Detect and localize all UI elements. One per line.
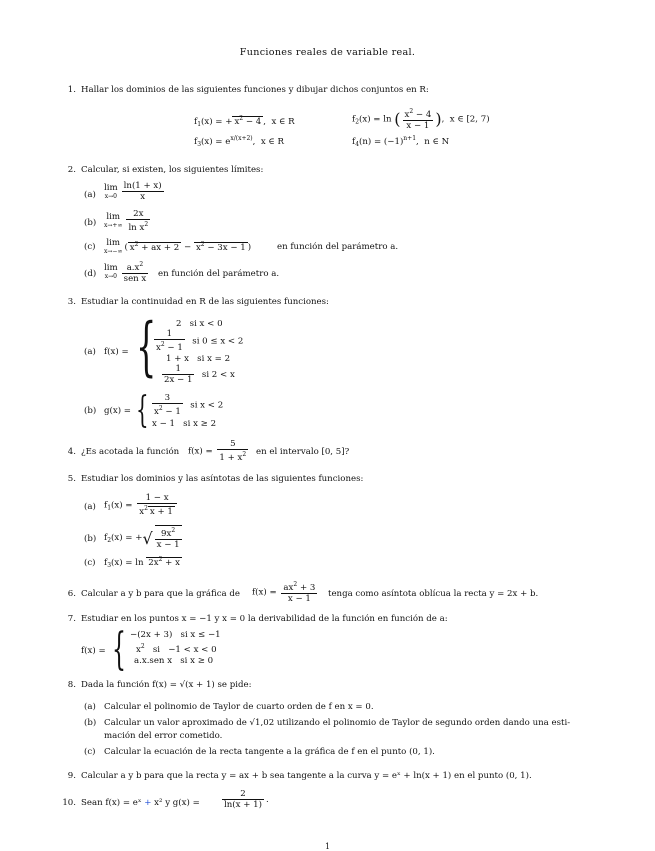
function-4: f(x) = $\frac{5}{1 + x^2}$ — [188, 439, 247, 463]
problem-1-text: Hallar los dominios de las siguientes funciones y dibujar dichos conjuntos en R: — [81, 85, 429, 95]
case-7-3: a.x.sen x si x ≥ 0 — [134, 656, 214, 666]
problem-2d-label: (d) — [84, 269, 97, 279]
case-3b-1: $\frac{3}{x^2 - 1}$ si x < 2 — [154, 393, 224, 417]
brace-7: { — [112, 624, 126, 675]
function-5b: $f_2(x)$ = +√ $\frac{9x^2}{x - 1}$ — [104, 527, 180, 550]
problem-3b-label: (b) — [84, 406, 97, 416]
formula-f2: $f_2(x) = \ln$ ( $\frac{x^2 - 4}{x - 1}$ ), x ∈ [2, 7) — [352, 108, 490, 131]
case-3a-3: 1 + x si x = 2 — [166, 354, 231, 364]
problem-6-text-post: tenga como asíntota oblícua la recta y = 2x + b. — [328, 589, 539, 599]
problem-8b-text-2: mación del error cometido. — [104, 731, 223, 741]
problem-7-number: 7. — [67, 614, 76, 624]
problem-10-text: Sean f(x) = eˣ + x² y g(x) = — [81, 798, 200, 808]
problem-7-text: Estudiar en los puntos x = −1 y x = 0 la derivabilidad de la función en función de a: — [81, 614, 448, 624]
problem-5-number: 5. — [67, 474, 76, 484]
problem-3a-label: (a) — [84, 347, 96, 357]
problem-9-text: Calcular a y b para que la recta y = ax + b sea tangente a la curva y = eˣ + ln(x + 1) en el punto (0, 1). — [81, 771, 532, 781]
page-number: 1 — [324, 842, 331, 851]
problem-2-text: Calcular, si existen, los siguientes límites: — [81, 165, 264, 175]
problem-4-text-post: en el intervalo [0, 5]? — [256, 447, 350, 457]
problem-6-number: 6. — [67, 589, 76, 599]
limit-2a: lim x→0 $\frac{\ln(1 + x)}{x}$ — [104, 181, 162, 202]
case-3a-4: $\frac{1}{2x - 1}$ si 2 < x — [164, 364, 235, 385]
problem-2d-text: en función del parámetro a. — [158, 269, 280, 279]
problem-8-number: 8. — [67, 680, 76, 690]
function-10-g: $\frac{2}{\ln(x + 1)}$ . — [224, 789, 269, 810]
plus-symbol: + — [144, 798, 152, 808]
limit-2c: lim x→−∞ ( $x^2$ + ax + $2 - x^2 - 3x - 1$ ) — [104, 238, 252, 255]
problem-8b-text: Calcular un valor aproximado de √1,02 utilizando el polinomio de Taylor de segundo orden dando una esti- — [104, 718, 571, 728]
problem-5c-label: (c) — [84, 558, 96, 568]
problem-4-text-pre: ¿Es acotada la función — [81, 447, 180, 457]
function-3a-lhs: f(x) = — [104, 347, 129, 357]
problem-5-text: Estudiar los dominios y las asíntotas de las siguientes funciones: — [81, 474, 364, 484]
brace-3b: { — [136, 390, 149, 431]
limit-2d: lim x→0 $\frac{a.x^2}{\text{sen x}}$ — [104, 261, 147, 284]
problem-2b-label: (b) — [84, 218, 97, 228]
problem-10-number: 10. — [62, 798, 76, 808]
function-6: f(x) = $\frac{ax^2 + 3}{x - 1}$ — [252, 581, 316, 604]
function-5a: $f_1(x)$ = $\frac{1 - x}{x^2 x + 1}$ — [104, 493, 179, 517]
formula-f3: $f_3(x) = e^{x/(x+2)}$, x ∈ R — [194, 135, 284, 148]
brace-3a: { — [136, 310, 157, 384]
problem-3-text: Estudiar la continuidad en R de las siguientes funciones: — [81, 297, 329, 307]
problem-8a-label: (a) — [84, 702, 96, 712]
case-7-1: −(2x + 3) si x ≤ −1 — [130, 630, 221, 640]
problem-9-number: 9. — [67, 771, 76, 781]
problem-2c-label: (c) — [84, 242, 96, 252]
case-7-2: $x^2$ si −1 < x < 0 — [136, 643, 217, 655]
problem-3-number: 3. — [67, 297, 76, 307]
function-5c: $f_3(x) = \ln 2x^2 + x$ — [104, 556, 180, 569]
problem-2c-text: en función del parámetro a. — [277, 242, 399, 252]
problem-8-text: Dada la función f(x) = √(x + 1) se pide: — [81, 680, 252, 690]
problem-6-text-pre: Calcular a y b para que la gráfica de — [81, 589, 240, 599]
problem-1-number: 1. — [67, 85, 76, 95]
function-7-lhs: f(x) = — [81, 646, 106, 656]
limit-2b: lim x→+∞ $\frac{2x}{\ln x^2}$ — [104, 209, 149, 233]
problem-4-number: 4. — [67, 447, 76, 457]
problem-5b-label: (b) — [84, 534, 97, 544]
formula-f4: $f_4(n) = (-1)^{n+1}$, n ∈ N — [352, 135, 450, 148]
document-title: Funciones reales de variable real. — [239, 47, 416, 58]
formula-f1: $f_1(x)$ = + $x^2 - 4$ , x ∈ R — [194, 115, 295, 128]
problem-2-number: 2. — [67, 165, 76, 175]
problem-8b-label: (b) — [84, 718, 97, 728]
case-3a-2: $\frac{1}{x^2 - 1}$ si 0 ≤ x < 2 — [156, 329, 244, 353]
case-3b-2: x − 1 si x ≥ 2 — [152, 419, 217, 429]
problem-5a-label: (a) — [84, 502, 96, 512]
function-3b-lhs: g(x) = — [104, 406, 131, 416]
case-3a-1: 2 si x < 0 — [176, 319, 223, 329]
problem-8c-label: (c) — [84, 747, 96, 757]
problem-2a-label: (a) — [84, 190, 96, 200]
problem-8c-text: Calcular la ecuación de la recta tangente a la gráfica de f en el punto (0, 1). — [104, 747, 435, 757]
problem-8a-text: Calcular el polinomio de Taylor de cuarto orden de f en x = 0. — [104, 702, 374, 712]
